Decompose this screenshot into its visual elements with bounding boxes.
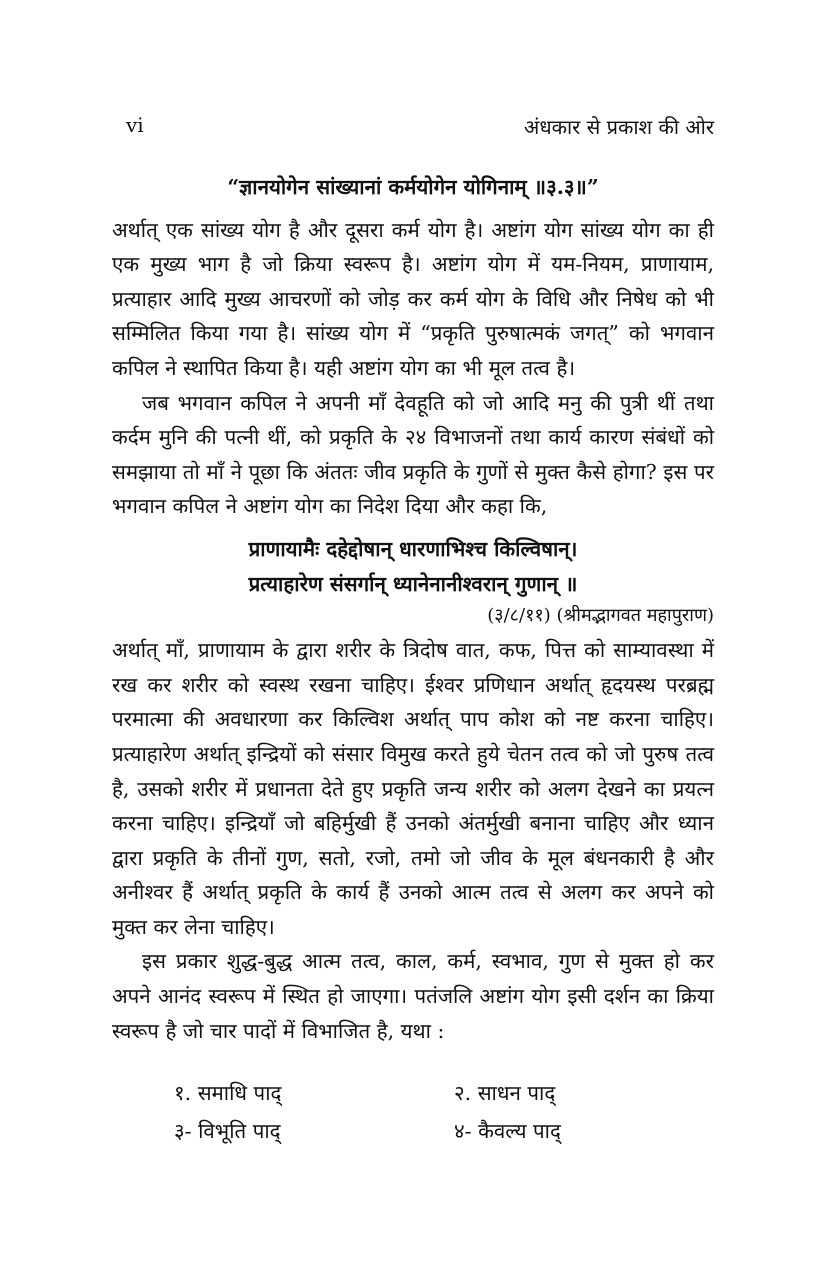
pada-list — [112, 1074, 714, 1150]
paragraph-3: अर्थात् माँ, प्राणायाम के द्वारा शरीर के त्रिदोष वात, कफ, पित्त को साम्यावस्था में रख कर शरीर को स्वस्थ रखना चाहिए। ईश्वर प्रणिधान अर्थात् हृदयस्थ परब्रह्म परमात्मा की अवधारणा कर किल्विश अर्थात् पाप कोश को नष्ट करना चाहिए। प्रत्याहारेण अर्थात् इन्द्रियों को संसार विमुख करते हुये चेतन तत्व को जो पुरुष तत्व है, उसको शरीर में प्रधानता देते हुए प्रकृति जन्य शरीर को अलग देखने का प्रयत्न करना चाहिए। इन्द्रियाँ जो बहिर्मुखी हैं उनको अंतर्मुखी बनाना चाहिए और ध्यान द्वारा प्रकृति के तीनों गुण, सतो, रजो, तमो जो जीव के मूल बंधनकारी है और अनीश्वर हैं अर्थात् प्रकृति के कार्य हैं उनको आत्म तत्व से अलग कर अपने को मुक्त कर लेना चाहिए। — [112, 638, 714, 939]
verse-gita: “ज्ञानयोगेन सांख्यानां कर्मयोगेन योगिनाम् ॥३.३॥” — [227, 175, 599, 199]
list-item: ३- विभूति पाद् — [174, 1119, 281, 1144]
verse-line-2: प्रत्याहारेण संसर्गान् ध्यानेनानीश्वरान् गुणान् ॥ — [248, 571, 578, 596]
paragraph-1: अर्थात् एक सांख्य योग है और दूसरा कर्म योग है। अष्टांग योग सांख्य योग का ही एक मुख्य भाग है जो क्रिया स्वरूप है। अष्टांग योग में यम-नियम, प्राणायाम, प्रत्याहार आदि मुख्य आचरणों को जोड़ कर कर्म योग के विधि और निषेध को भी सम्मिलित किया गया है। सांख्य योग में “प्रकृति पुरुषात्मकं जगत्” को भगवान कपिल ने स्थापित किया है। यही अष्टांग योग का भी मूल तत्व है। — [112, 217, 714, 380]
verse-line-1: प्राणायामैः दहेद्दोषान् धारणाभिश्च किल्विषान्। — [248, 536, 578, 561]
running-title: अंधकार से प्रकाश की ओर — [524, 115, 714, 139]
list-item: १. समाधि पाद् — [174, 1081, 282, 1106]
verse-reference: (३/८/११) (श्रीमद्भागवत महापुराण) — [487, 605, 714, 627]
verse-bhagavata — [112, 532, 714, 631]
book-page — [112, 0, 714, 1275]
list-item: ४- कैवल्य पाद् — [454, 1119, 561, 1144]
page-number: vi — [126, 113, 144, 137]
paragraph-2: जब भगवान कपिल ने अपनी माँ देवहूति को जो आदि मनु की पुत्री थीं तथा कर्दम मुनि की पत्नी थीं, को प्रकृति के २४ विभाजनों तथा कार्य कारण संबंधों को समझाया तो माँ ने पूछा कि अंततः जीव प्रकृति के गुणों से मुक्त कैसे होगा? इस पर भगवान कपिल ने अष्टांग योग का निदेश दिया और कहा कि, — [112, 390, 714, 519]
list-item: २. साधन पाद् — [454, 1081, 556, 1106]
paragraph-4: इस प्रकार शुद्ध-बुद्ध आत्म तत्व, काल, कर्म, स्वभाव, गुण से मुक्त हो कर अपने आनंद स्वरूप में स्थित हो जाएगा। पतंजलि अष्टांग योग इसी दर्शन का क्रिया स्वरूप है जो चार पादों में विभाजित है, यथा : — [112, 949, 714, 1043]
page-header — [112, 113, 714, 143]
page-content — [112, 170, 714, 1150]
